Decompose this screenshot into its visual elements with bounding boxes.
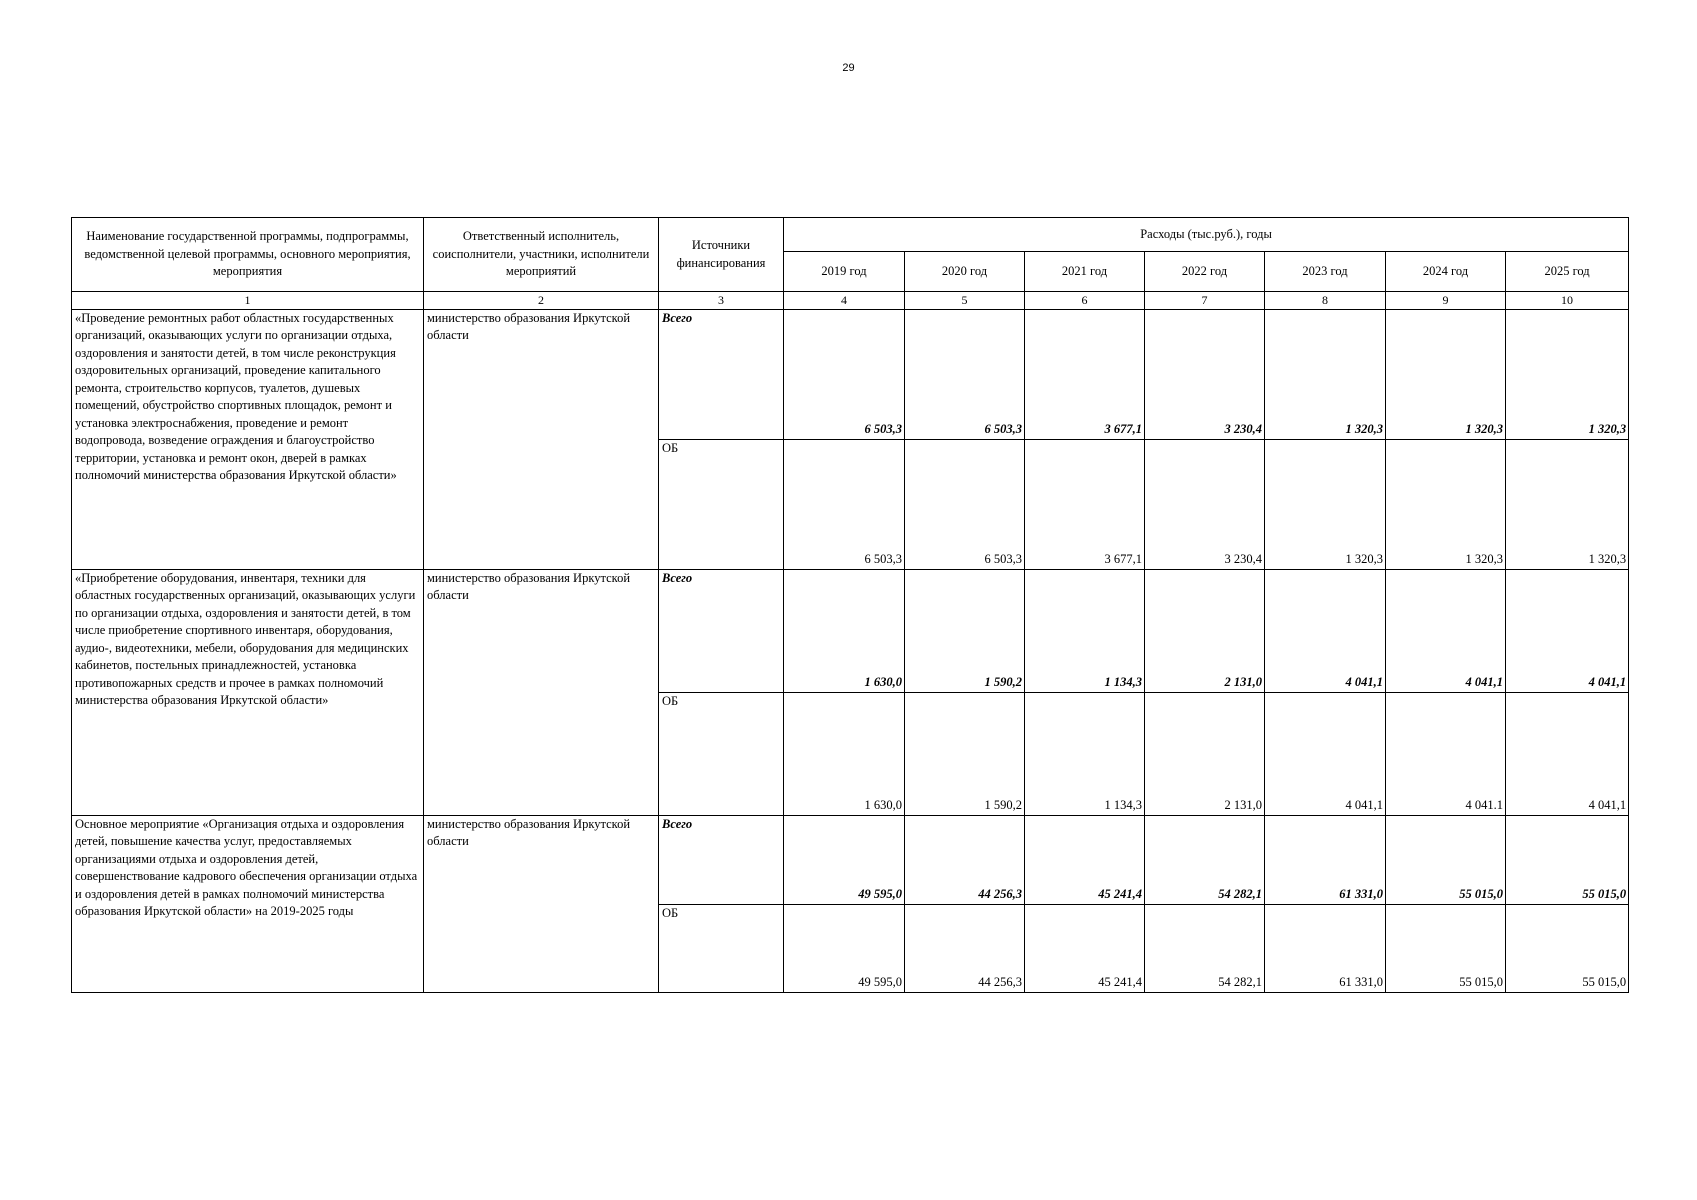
value-cell: 1 590,2 <box>905 569 1025 692</box>
value-cell: 49 595,0 <box>784 904 905 992</box>
value-cell: 55 015,0 <box>1386 815 1506 904</box>
value-cell: 4 041,1 <box>1506 569 1629 692</box>
column-number: 4 <box>784 292 905 310</box>
table-row <box>72 309 1629 439</box>
program-name: «Приобретение оборудования, инвентаря, техники для областных государственных организаций, оказывающих услуги по организации отдыха, оздоровления и занятости детей, в том числе приобретение спортивного инвентаря, оборудования, аудио-, видеотехники, мебели, оборудования для медицинских кабинетов, постельных принадлежностей, установка противопожарных средств и прочее в рамках полномочий министерства образования Иркутской области» <box>72 569 424 815</box>
value-cell: 3 230,4 <box>1145 439 1265 569</box>
header-year: 2021 год <box>1025 252 1145 292</box>
header-source: Источники финансирования <box>659 218 784 292</box>
header-year: 2025 год <box>1506 252 1629 292</box>
value-cell: 6 503,3 <box>784 309 905 439</box>
value-cell: 1 630,0 <box>784 692 905 815</box>
header-expenses: Расходы (тыс.руб.), годы <box>784 218 1629 252</box>
value-cell: 6 503,3 <box>784 439 905 569</box>
value-cell: 3 677,1 <box>1025 439 1145 569</box>
column-number: 1 <box>72 292 424 310</box>
value-cell: 3 677,1 <box>1025 309 1145 439</box>
value-cell: 61 331,0 <box>1265 815 1386 904</box>
value-cell: 6 503,3 <box>905 309 1025 439</box>
value-cell: 3 230,4 <box>1145 309 1265 439</box>
value-cell: 44 256,3 <box>905 904 1025 992</box>
header-year: 2019 год <box>784 252 905 292</box>
source-ob: ОБ <box>659 692 784 815</box>
responsible-executor: министерство образования Иркутской области <box>424 569 659 815</box>
source-total: Всего <box>659 309 784 439</box>
header-name: Наименование государственной программы, подпрограммы, ведомственной целевой программы, основного мероприятия, мероприятия <box>72 218 424 292</box>
value-cell: 49 595,0 <box>784 815 905 904</box>
value-cell: 6 503,3 <box>905 439 1025 569</box>
value-cell: 1 320,3 <box>1506 439 1629 569</box>
value-cell: 44 256,3 <box>905 815 1025 904</box>
value-cell: 4 041.1 <box>1386 692 1506 815</box>
column-number: 2 <box>424 292 659 310</box>
value-cell: 45 241,4 <box>1025 815 1145 904</box>
value-cell: 1 134,3 <box>1025 692 1145 815</box>
column-number: 10 <box>1506 292 1629 310</box>
responsible-executor: министерство образования Иркутской области <box>424 309 659 569</box>
value-cell: 61 331,0 <box>1265 904 1386 992</box>
table-row <box>72 569 1629 692</box>
value-cell: 1 320,3 <box>1386 309 1506 439</box>
value-cell: 1 320,3 <box>1265 309 1386 439</box>
value-cell: 1 630,0 <box>784 569 905 692</box>
value-cell: 1 320,3 <box>1506 309 1629 439</box>
source-ob: ОБ <box>659 904 784 992</box>
source-ob: ОБ <box>659 439 784 569</box>
value-cell: 2 131,0 <box>1145 692 1265 815</box>
page-number: 29 <box>842 62 855 74</box>
program-name: «Проведение ремонтных работ областных государственных организаций, оказывающих услуги по организации отдыха, оздоровления и занятости детей, в том числе реконструкция оздоровительных организаций, проведение капитального ремонта, строительство корпусов, туалетов, душевых помещений, обустройство спортивных площадок, ремонт и установка электроснабжения, проведение и ремонт водопровода, возведение ограждения и благоустройство территории, установка и ремонт окон, дверей в рамках полномочий министерства образования Иркутской области» <box>72 309 424 569</box>
header-responsible: Ответственный исполнитель, соисполнители, участники, исполнители мероприятий <box>424 218 659 292</box>
source-total: Всего <box>659 815 784 904</box>
column-number: 8 <box>1265 292 1386 310</box>
value-cell: 4 041,1 <box>1265 692 1386 815</box>
value-cell: 1 134,3 <box>1025 569 1145 692</box>
table-row <box>72 815 1629 904</box>
value-cell: 4 041,1 <box>1506 692 1629 815</box>
value-cell: 1 320,3 <box>1265 439 1386 569</box>
value-cell: 55 015,0 <box>1506 815 1629 904</box>
value-cell: 1 320,3 <box>1386 439 1506 569</box>
value-cell: 2 131,0 <box>1145 569 1265 692</box>
header-year: 2024 год <box>1386 252 1506 292</box>
column-number: 7 <box>1145 292 1265 310</box>
value-cell: 55 015,0 <box>1506 904 1629 992</box>
value-cell: 1 590,2 <box>905 692 1025 815</box>
column-number: 3 <box>659 292 784 310</box>
budget-table <box>71 217 1629 993</box>
value-cell: 4 041,1 <box>1386 569 1506 692</box>
column-numbers-row <box>72 292 1629 310</box>
column-number: 6 <box>1025 292 1145 310</box>
value-cell: 4 041,1 <box>1265 569 1386 692</box>
value-cell: 54 282,1 <box>1145 904 1265 992</box>
header-year: 2023 год <box>1265 252 1386 292</box>
header-year: 2022 год <box>1145 252 1265 292</box>
value-cell: 45 241,4 <box>1025 904 1145 992</box>
program-name: Основное мероприятие «Организация отдыха и оздоровления детей, повышение качества услуг, предоставляемых организациями отдыха и оздоровления детей, совершенствование кадрового обеспечения организации отдыха и оздоровления детей в рамках полномочий министерства образования Иркутской области» на 2019-2025 годы <box>72 815 424 992</box>
value-cell: 54 282,1 <box>1145 815 1265 904</box>
column-number: 9 <box>1386 292 1506 310</box>
header-year: 2020 год <box>905 252 1025 292</box>
source-total: Всего <box>659 569 784 692</box>
responsible-executor: министерство образования Иркутской области <box>424 815 659 992</box>
value-cell: 55 015,0 <box>1386 904 1506 992</box>
column-number: 5 <box>905 292 1025 310</box>
